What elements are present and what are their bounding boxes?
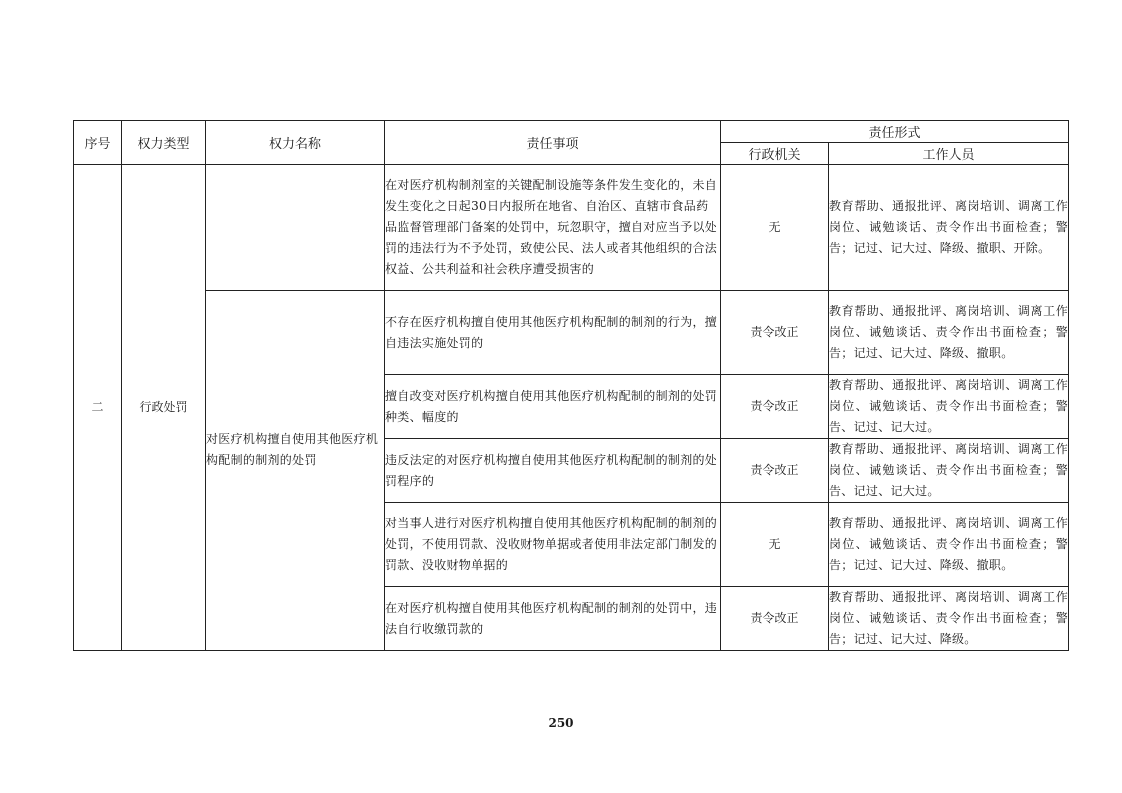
power-name-cell: 对医疗机构擅自使用其他医疗机构配制的制剂的处罚 [206, 291, 385, 651]
duty-cell: 违反法定的对医疗机构擅自使用其他医疗机构配制的制剂的处罚程序的 [385, 439, 721, 503]
agency-cell: 无 [721, 165, 829, 291]
duty-cell: 对当事人进行对医疗机构擅自使用其他医疗机构配制的制剂的处罚，不使用罚款、没收财物单据或者使用非法定部门制发的罚款、没收财物单据的 [385, 503, 721, 587]
staff-cell: 教育帮助、通报批评、离岗培训、调离工作岗位、诫勉谈话、责令作出书面检查；警告；记过、记大过、降级、撤职。 [829, 291, 1069, 375]
header-power-type: 权力类型 [122, 121, 206, 165]
agency-cell: 责令改正 [721, 439, 829, 503]
responsibility-table [73, 120, 1069, 651]
header-duty: 责任事项 [385, 121, 721, 165]
power-name-empty-cell [206, 165, 385, 291]
page-number: 250 [548, 716, 574, 730]
duty-cell: 不存在医疗机构擅自使用其他医疗机构配制的制剂的行为，擅自违法实施处罚的 [385, 291, 721, 375]
table-row [74, 165, 1069, 291]
header-form: 责任形式 [721, 121, 1069, 143]
power-type-cell: 行政处罚 [122, 165, 206, 651]
header-row-1 [74, 121, 1069, 143]
duty-cell: 在对医疗机构擅自使用其他医疗机构配制的制剂的处罚中，违法自行收缴罚款的 [385, 587, 721, 651]
staff-cell: 教育帮助、通报批评、离岗培训、调离工作岗位、诫勉谈话、责令作出书面检查；警告；记过、记大过、降级。 [829, 587, 1069, 651]
header-seq: 序号 [74, 121, 122, 165]
header-agency: 行政机关 [721, 143, 829, 165]
header-staff: 工作人员 [829, 143, 1069, 165]
duty-cell: 在对医疗机构制剂室的关键配制设施等条件发生变化的，未自发生变化之日起30日内报所在地省、自治区、直辖市食品药品监督管理部门备案的处罚中，玩忽职守，擅自对应当予以处罚的违法行为不予处罚，致使公民、法人或者其他组织的合法权益、公共利益和社会秩序遭受损害的 [385, 165, 721, 291]
agency-cell: 责令改正 [721, 375, 829, 439]
agency-cell: 无 [721, 503, 829, 587]
header-power-name: 权力名称 [206, 121, 385, 165]
staff-cell: 教育帮助、通报批评、离岗培训、调离工作岗位、诫勉谈话、责令作出书面检查；警告、记过、记大过。 [829, 439, 1069, 503]
agency-cell: 责令改正 [721, 587, 829, 651]
staff-cell: 教育帮助、通报批评、离岗培训、调离工作岗位、诫勉谈话、责令作出书面检查；警告；记过、记大过、降级、撤职、开除。 [829, 165, 1069, 291]
staff-cell: 教育帮助、通报批评、离岗培训、调离工作岗位、诫勉谈话、责令作出书面检查；警告；记过、记大过、降级、撤职。 [829, 503, 1069, 587]
seq-cell: 二 [74, 165, 122, 651]
table-row [74, 291, 1069, 375]
staff-cell: 教育帮助、通报批评、离岗培训、调离工作岗位、诫勉谈话、责令作出书面检查；警告、记过、记大过。 [829, 375, 1069, 439]
agency-cell: 责令改正 [721, 291, 829, 375]
duty-cell: 擅自改变对医疗机构擅自使用其他医疗机构配制的制剂的处罚种类、幅度的 [385, 375, 721, 439]
